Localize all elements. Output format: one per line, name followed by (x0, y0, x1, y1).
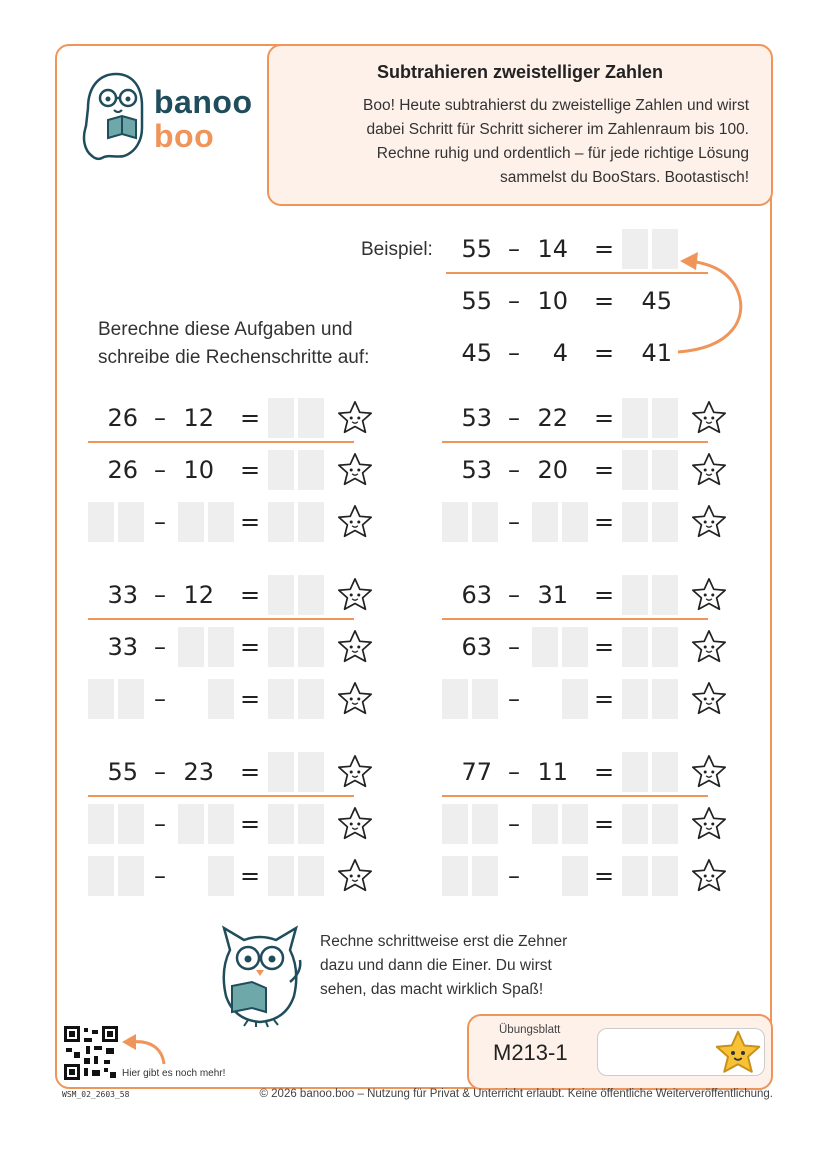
answer-box[interactable] (268, 804, 294, 844)
answer-box[interactable] (562, 679, 588, 719)
answer-box[interactable] (298, 502, 324, 542)
answer-box[interactable] (88, 679, 114, 719)
equals-sign: = (240, 404, 261, 432)
answer-box[interactable] (88, 856, 114, 896)
answer-box[interactable] (562, 502, 588, 542)
star-icon[interactable] (336, 503, 374, 541)
brand-logo (78, 68, 258, 168)
star-icon[interactable] (690, 576, 728, 614)
divider-line (88, 795, 354, 797)
step-minuend: 53 (461, 456, 492, 484)
equals-sign: = (240, 508, 261, 536)
equals-sign: = (594, 810, 615, 838)
minus-sign: – (508, 685, 520, 713)
example-b: 14 (537, 235, 568, 263)
answer-box[interactable] (442, 502, 468, 542)
answer-box[interactable] (472, 502, 498, 542)
star-icon[interactable] (690, 451, 728, 489)
answer-box[interactable] (562, 627, 588, 667)
answer-box[interactable] (178, 804, 204, 844)
star-icon[interactable] (336, 753, 374, 791)
brand-word-2: boo (154, 118, 215, 154)
minus-sign: – (508, 287, 520, 315)
example-result: 41 (641, 339, 672, 367)
example-b: 4 (552, 339, 568, 367)
task-minuend: 55 (107, 758, 138, 786)
star-icon[interactable] (336, 857, 374, 895)
minus-sign: – (508, 810, 520, 838)
divider-line (446, 272, 708, 274)
answer-box[interactable] (652, 804, 678, 844)
answer-box[interactable] (532, 502, 558, 542)
answer-box[interactable] (622, 450, 648, 490)
example-a: 55 (461, 287, 492, 315)
star-icon[interactable] (690, 503, 728, 541)
star-icon (713, 1028, 763, 1078)
task-minuend: 33 (107, 581, 138, 609)
intro-line: dabei Schritt für Schritt sicherer im Zahlenraum bis 100. (366, 121, 749, 138)
equals-sign: = (240, 456, 261, 484)
star-icon[interactable] (690, 628, 728, 666)
answer-box[interactable] (622, 752, 648, 792)
divider-line (442, 618, 708, 620)
minus-sign: – (508, 633, 520, 661)
minus-sign: – (154, 581, 166, 609)
example-a: 55 (461, 235, 492, 263)
intro-line: Boo! Heute subtrahierst du zweistellige Zahlen und wirst (363, 97, 749, 114)
star-icon[interactable] (336, 451, 374, 489)
example-a: 45 (461, 339, 492, 367)
equals-sign: = (594, 862, 615, 890)
answer-box[interactable] (472, 856, 498, 896)
star-icon[interactable] (336, 399, 374, 437)
star-icon[interactable] (690, 753, 728, 791)
step-minuend: 63 (461, 633, 492, 661)
minus-sign: – (154, 758, 166, 786)
answer-box[interactable] (268, 575, 294, 615)
answer-box[interactable] (208, 679, 234, 719)
answer-box[interactable] (268, 856, 294, 896)
instruction-line: Berechne diese Aufgaben und (98, 319, 353, 340)
step-subtrahend: 10 (183, 456, 214, 484)
equals-sign: = (594, 508, 615, 536)
task-subtrahend: 23 (183, 758, 214, 786)
answer-box[interactable] (268, 627, 294, 667)
header-box (267, 44, 773, 206)
answer-box[interactable] (442, 856, 468, 896)
answer-box[interactable] (562, 856, 588, 896)
equals-sign: = (240, 633, 261, 661)
answer-box[interactable] (532, 804, 558, 844)
minus-sign: – (508, 404, 520, 432)
equals-sign: = (240, 810, 261, 838)
hint-line: dazu und dann die Einer. Du wirst (320, 957, 552, 974)
divider-line (442, 795, 708, 797)
answer-box[interactable] (442, 804, 468, 844)
minus-sign: – (154, 404, 166, 432)
answer-box[interactable] (622, 804, 648, 844)
answer-box[interactable] (652, 502, 678, 542)
star-icon[interactable] (690, 805, 728, 843)
answer-box[interactable] (298, 752, 324, 792)
minus-sign: – (154, 508, 166, 536)
minus-sign: – (508, 581, 520, 609)
answer-box[interactable] (268, 752, 294, 792)
minus-sign: – (154, 456, 166, 484)
hint-line: sehen, das macht wirklich Spaß! (320, 981, 544, 998)
answer-box[interactable] (118, 804, 144, 844)
answer-box[interactable] (562, 804, 588, 844)
answer-box[interactable] (622, 627, 648, 667)
answer-box[interactable] (652, 679, 678, 719)
star-icon[interactable] (336, 628, 374, 666)
equals-sign: = (594, 758, 615, 786)
divider-line (88, 618, 354, 620)
answer-box[interactable] (472, 804, 498, 844)
task-subtrahend: 22 (537, 404, 568, 432)
answer-box[interactable] (652, 856, 678, 896)
worksheet-id: M213-1 (493, 1040, 568, 1065)
equals-sign: = (240, 581, 261, 609)
answer-box[interactable] (622, 398, 648, 438)
answer-box[interactable] (298, 804, 324, 844)
answer-box[interactable] (208, 627, 234, 667)
answer-box[interactable] (622, 575, 648, 615)
equals-sign: = (594, 339, 615, 367)
answer-box[interactable] (652, 627, 678, 667)
answer-box[interactable] (298, 627, 324, 667)
answer-box[interactable] (118, 679, 144, 719)
task-subtrahend: 12 (183, 404, 214, 432)
answer-box[interactable] (268, 679, 294, 719)
answer-box[interactable] (178, 502, 204, 542)
minus-sign: – (508, 758, 520, 786)
worksheet-label: Übungsblatt (499, 1024, 561, 1036)
star-icon[interactable] (690, 680, 728, 718)
step-subtrahend: 20 (537, 456, 568, 484)
minus-sign: – (508, 339, 520, 367)
answer-box[interactable] (298, 450, 324, 490)
minus-sign: – (154, 685, 166, 713)
answer-box[interactable] (472, 679, 498, 719)
equals-sign: = (240, 758, 261, 786)
answer-box[interactable] (622, 679, 648, 719)
answer-box[interactable] (622, 229, 648, 269)
qr-code-icon[interactable] (64, 1026, 118, 1080)
minus-sign: – (154, 862, 166, 890)
step-minuend: 26 (107, 456, 138, 484)
answer-box[interactable] (88, 502, 114, 542)
footer-copyright: © 2026 banoo.boo – Nutzung für Privat & Unterricht erlaubt. Keine öffentliche Weiterveröffentlichung. (259, 1088, 773, 1100)
intro-text (309, 94, 749, 190)
task-subtrahend: 11 (537, 758, 568, 786)
answer-box[interactable] (622, 856, 648, 896)
star-icon[interactable] (336, 576, 374, 614)
arrow-icon (120, 1030, 170, 1066)
equals-sign: = (594, 685, 615, 713)
answer-box[interactable] (268, 398, 294, 438)
minus-sign: – (154, 810, 166, 838)
answer-box[interactable] (268, 450, 294, 490)
divider-line (88, 441, 354, 443)
answer-box[interactable] (298, 398, 324, 438)
example-label: Beispiel: (361, 239, 433, 260)
answer-box[interactable] (268, 502, 294, 542)
instruction-text (98, 316, 369, 372)
task-subtrahend: 12 (183, 581, 214, 609)
minus-sign: – (508, 235, 520, 263)
divider-line (442, 441, 708, 443)
minus-sign: – (154, 633, 166, 661)
answer-box[interactable] (118, 502, 144, 542)
equals-sign: = (594, 456, 615, 484)
minus-sign: – (508, 508, 520, 536)
task-minuend: 63 (461, 581, 492, 609)
example-result: 45 (641, 287, 672, 315)
answer-box[interactable] (208, 856, 234, 896)
intro-line: Rechne ruhig und ordentlich – für jede richtige Lösung (376, 145, 749, 162)
ghost-mascot-icon (78, 68, 153, 163)
page-title: Subtrahieren zweistelliger Zahlen (376, 62, 664, 82)
example-b: 10 (537, 287, 568, 315)
answer-box[interactable] (298, 856, 324, 896)
footer-code: WSM_02_2603_58 (62, 1090, 130, 1099)
qr-caption: Hier gibt es noch mehr! (122, 1068, 226, 1079)
star-icon[interactable] (336, 680, 374, 718)
answer-box[interactable] (442, 679, 468, 719)
curved-arrow-icon (672, 248, 752, 360)
equals-sign: = (594, 404, 615, 432)
answer-box[interactable] (652, 575, 678, 615)
answer-box[interactable] (178, 627, 204, 667)
instruction-line: schreibe die Rechenschritte auf: (98, 347, 370, 368)
minus-sign: – (508, 456, 520, 484)
star-icon[interactable] (336, 805, 374, 843)
task-minuend: 77 (461, 758, 492, 786)
step-minuend: 33 (107, 633, 138, 661)
hint-line: Rechne schrittweise erst die Zehner (320, 933, 568, 950)
task-minuend: 26 (107, 404, 138, 432)
answer-box[interactable] (652, 398, 678, 438)
intro-line: sammelst du BooStars. Bootastisch! (500, 169, 749, 186)
answer-box[interactable] (118, 856, 144, 896)
answer-box[interactable] (652, 752, 678, 792)
answer-box[interactable] (652, 450, 678, 490)
equals-sign: = (240, 685, 261, 713)
equals-sign: = (594, 581, 615, 609)
task-subtrahend: 31 (537, 581, 568, 609)
owl-mascot-icon (210, 920, 310, 1028)
equals-sign: = (594, 633, 615, 661)
equals-sign: = (240, 862, 261, 890)
star-icon[interactable] (690, 399, 728, 437)
task-minuend: 53 (461, 404, 492, 432)
answer-box[interactable] (532, 627, 558, 667)
answer-box[interactable] (622, 502, 648, 542)
answer-box[interactable] (208, 804, 234, 844)
equals-sign: = (594, 287, 615, 315)
minus-sign: – (508, 862, 520, 890)
answer-box[interactable] (298, 575, 324, 615)
hint-text (320, 930, 610, 1002)
equals-sign: = (594, 235, 615, 263)
star-icon[interactable] (690, 857, 728, 895)
answer-box[interactable] (88, 804, 114, 844)
answer-box[interactable] (208, 502, 234, 542)
brand-word-1: banoo (154, 84, 253, 120)
answer-box[interactable] (298, 679, 324, 719)
worksheet-box (467, 1014, 773, 1090)
